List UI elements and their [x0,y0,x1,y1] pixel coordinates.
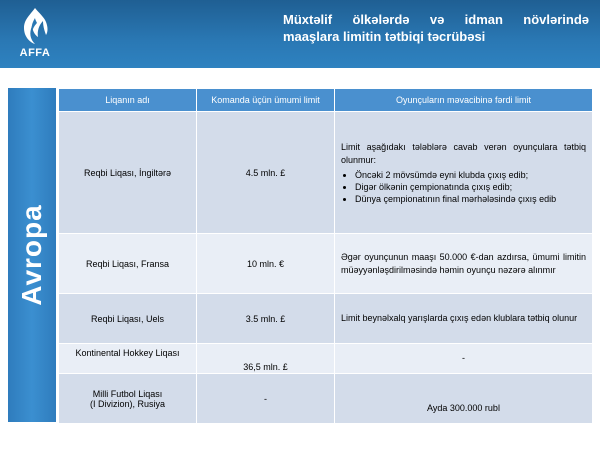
column-header-team-limit: Komanda üçün ümumi limit [197,89,335,112]
individual-limit: Limit beynəlxalq yarışlarda çıxış edən klublara tətbiq olunur [335,294,593,344]
region-side-band [8,88,56,422]
table-row [59,294,593,344]
individual-limit [335,112,593,234]
league-name: Reqbi Liqası, İngiltərə [59,112,197,234]
individual-limit: Ayda 300.000 rubl [335,374,593,424]
individual-limit-intro: Limit aşağıdakı tələblərə cavab verən oyunçulara tətbiq olunmur: [341,141,586,165]
league-name-line-2: (I Divizion), Rusiya [89,398,165,409]
team-limit: 4.5 mln. £ [197,112,335,234]
league-name [59,374,197,424]
league-name-line-1: Milli Futbol Liqası [92,388,163,399]
league-name: Reqbi Liqası, Uels [59,294,197,344]
list-item: • Öncəki 2 mövsümdə eyni klubda çıxış edib; [355,169,586,181]
column-header-league: Liqanın adı [59,89,197,112]
flame-emblem-icon [18,6,52,46]
table-row [59,374,593,424]
league-name: Reqbi Liqası, Fransa [59,234,197,294]
page-title [283,11,589,45]
column-header-individual-limit: Oyunçuların məvacibinə fərdi limit [335,89,593,112]
team-limit: 36,5 mln. £ [197,344,335,374]
title-line-2: maaşlara limitin tətbiqi təcrübəsi [283,29,486,44]
table-row [59,112,593,234]
list-item: • Dünya çempionatının final mərhələsində çıxış edib [355,193,586,205]
table-row [59,234,593,294]
individual-limit: Əgər oyunçunun maaşı 50.000 €-dan azdırsa, ümumi limitin müəyyənləşdirilməsində həmin oyunçu nəzərə alınmır [335,234,593,294]
logo-text: AFFA [19,47,51,59]
region-label: Avropa [16,204,47,306]
individual-limit: - [335,344,593,374]
league-name: Kontinental Hokkey Liqası [59,344,197,374]
team-limit: 3.5 mln. £ [197,294,335,344]
exemption-list [341,169,586,205]
slide-header [0,0,600,68]
team-limit: - [197,374,335,424]
salary-limit-table [58,88,593,424]
title-line-1: Müxtəlif ölkələrdə və idman növlərində [283,12,589,27]
affa-logo [10,6,60,64]
table-row [59,344,593,374]
table-header-row [59,89,593,112]
team-limit: 10 mln. € [197,234,335,294]
list-item: • Digər ölkənin çempionatında çıxış edib; [355,181,586,193]
